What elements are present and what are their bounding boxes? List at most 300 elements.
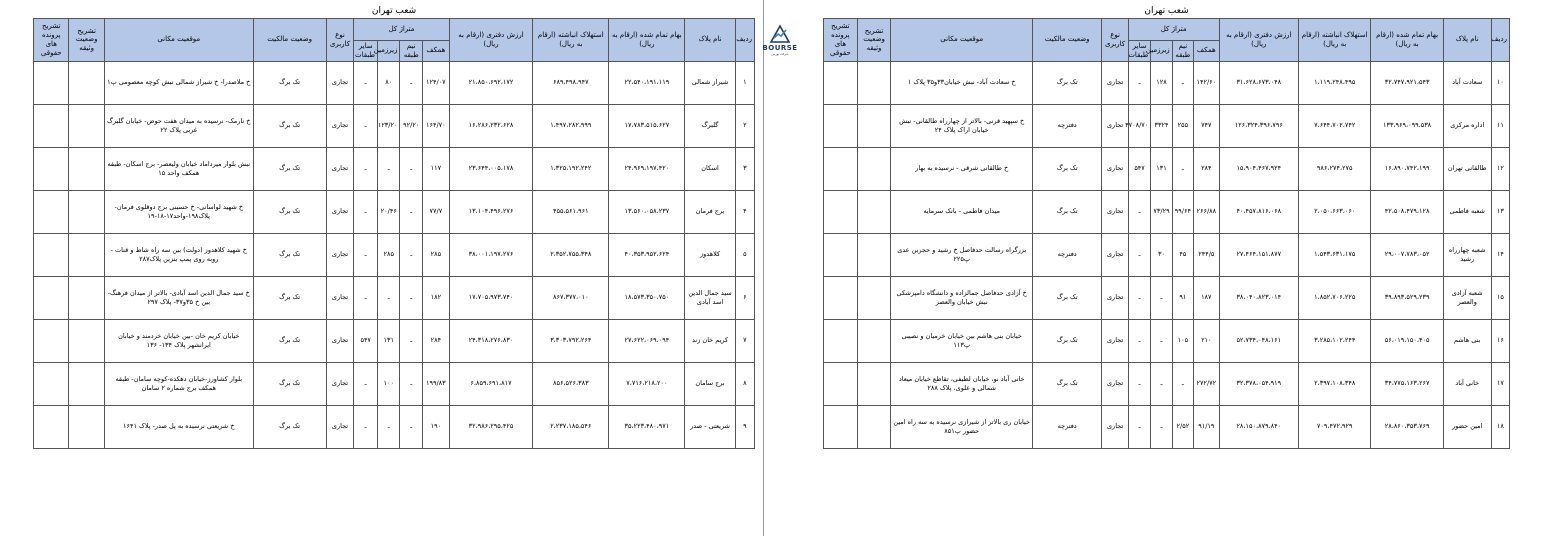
table-row	[34, 147, 755, 190]
cell-plate-name: کلاهدوز	[685, 233, 735, 276]
cell-book-value: ۳۸،۰۰۱،۱۹۷،۲۷۶	[449, 233, 533, 276]
cell-use-type: تجاری	[326, 147, 354, 190]
table-row	[824, 61, 1510, 104]
cell-location: بلوار کشاورز-خیابان دهکده-کوچه سامان- طبقه همکف برج شماره ۲ سامان	[104, 362, 253, 405]
cell-legal	[34, 319, 69, 362]
cell-cost: ۳۲،۷۴۷،۹۲۱،۵۴۳	[1371, 61, 1443, 104]
cell-depreciation: ۲،۳۵۲،۷۵۵،۳۴۸	[533, 233, 609, 276]
cell-ownership: تک برگ	[253, 362, 326, 405]
cell-legal	[34, 276, 69, 319]
col-plate-header: نام پلاک	[685, 19, 735, 62]
cell-legal	[824, 276, 858, 319]
cell-ownership: تک برگ	[253, 276, 326, 319]
cell-use-type: تجاری	[326, 362, 354, 405]
cell-book-value: ۱۲۶،۳۲۴،۳۹۶،۷۹۶	[1219, 104, 1299, 147]
cell-collateral	[857, 362, 891, 405]
cell-other-floors-area: ۴۷۰۸/۷۰	[1128, 104, 1150, 147]
cell-book-value: ۲۷،۴۶۴،۱۵۱،۸۷۷	[1219, 233, 1299, 276]
cell-ownership: تک برگ	[1033, 147, 1102, 190]
cell-depreciation: ۲،۰۵۰،۶۶۳،۰۶۰	[1299, 190, 1371, 233]
cell-row-number: ۱۵	[1491, 276, 1509, 319]
table-row	[34, 276, 755, 319]
cell-location: خیابان ری بالاتر از شیرازی نرسیده به سه راه امین حضور پ۸۵۱	[891, 405, 1033, 448]
cell-collateral	[69, 61, 104, 104]
cell-basement-area: ـ	[1151, 362, 1172, 405]
cell-plate-name: امین حضور	[1443, 405, 1491, 448]
cell-use-type: تجاری	[326, 104, 354, 147]
cell-cost: ۲۲،۵۴۰،۱۹۱،۱۱۹	[609, 61, 685, 104]
cell-location: نبش بلوار میرداماد خیابان ولیعصر- برج اسکان- طبقه همکف واحد ۱۵	[104, 147, 253, 190]
cell-row-number: ۱۰	[1491, 61, 1509, 104]
cell-collateral	[69, 233, 104, 276]
cell-ground-area: ۹۱/۱۹	[1194, 405, 1219, 448]
table-row	[34, 405, 755, 448]
cell-plate-name: سید جمال الدین اسد آبادی	[685, 276, 735, 319]
cell-half-floor-area: ـ	[400, 362, 422, 405]
cell-plate-name: طالقانی تهران	[1443, 147, 1491, 190]
cell-basement-area: ـ	[378, 147, 400, 190]
cell-cost: ۲۹،۰۰۷،۷۸۳،۰۵۲	[1371, 233, 1443, 276]
cell-basement-area: ـ	[378, 276, 400, 319]
cell-plate-name: گلبرگ	[685, 104, 735, 147]
cell-cost: ۱۷،۷۸۳،۵۱۵،۶۲۷	[609, 104, 685, 147]
col-other-floors-header: سایر طبقات	[354, 41, 378, 62]
col-ground-header: همکف	[422, 41, 449, 62]
cell-plate-name: اداره مرکزی	[1443, 104, 1491, 147]
col-book-value-header: ارزش دفتری (ارقام به ریال)	[1219, 19, 1299, 62]
cell-use-type: تجاری	[1102, 104, 1129, 147]
cell-legal	[34, 190, 69, 233]
cell-book-value: ۴۰،۴۵۷،۸۱۶،۰۶۸	[1219, 190, 1299, 233]
cell-depreciation: ۳،۲۸۵،۱۰۲،۲۴۴	[1299, 319, 1371, 362]
cell-depreciation: ۱،۸۵۲،۷۰۶،۲۲۵	[1299, 276, 1371, 319]
cell-ownership: دفترچه	[1033, 405, 1102, 448]
cell-row-number: ۱۷	[1491, 362, 1509, 405]
cell-book-value: ۱۶،۲۸۶،۲۳۲،۶۲۸	[449, 104, 533, 147]
cell-ground-area: ۱۹۰	[422, 405, 449, 448]
cell-ownership: تک برگ	[253, 190, 326, 233]
cell-depreciation: ۷،۶۴۴،۷۰۲،۷۴۲	[1299, 104, 1371, 147]
cell-legal	[824, 319, 858, 362]
cell-half-floor-area: ۴۵	[1172, 233, 1193, 276]
cell-half-floor-area: ۲/۵۲	[1172, 405, 1193, 448]
cell-basement-area: ـ	[378, 405, 400, 448]
cell-basement-area: ۸۰	[378, 61, 400, 104]
cell-collateral	[69, 362, 104, 405]
cell-location: خ آزادی حدفاصل جمالزاده و دانشگاه دامپزشکی نبش خیابان والعصر	[891, 276, 1033, 319]
cell-basement-area: ۲۰/۴۶	[378, 190, 400, 233]
cell-row-number: ۱۲	[1491, 147, 1509, 190]
col-ownership-header: وضعیت مالکیت	[1033, 19, 1102, 62]
cell-plate-name: برج فرمان	[685, 190, 735, 233]
cell-book-value: ۲۸،۱۵۰،۸۷۹،۸۴۰	[1219, 405, 1299, 448]
cell-basement-area: ۱۲۳/۲۰	[378, 104, 400, 147]
col-use-header: نوع کاربری	[1102, 19, 1129, 62]
cell-half-floor-area: ـ	[400, 319, 422, 362]
cell-half-floor-area: ـ	[400, 405, 422, 448]
cell-depreciation: ۴۵۵،۵۶۱،۹۶۱	[533, 190, 609, 233]
cell-collateral	[69, 276, 104, 319]
cell-ownership: تک برگ	[253, 104, 326, 147]
cell-ground-area: ۷۷/۷	[422, 190, 449, 233]
cell-book-value: ۶،۸۵۹،۶۹۱،۸۱۷	[449, 362, 533, 405]
col-location-header: موقعیت مکانی	[891, 19, 1033, 62]
cell-depreciation: ۸۶۷،۳۷۷،۰۱۰	[533, 276, 609, 319]
cell-row-number: ۴	[735, 190, 754, 233]
cell-depreciation: ۱،۵۴۳،۶۳۱،۱۷۵	[1299, 233, 1371, 276]
table-row	[34, 61, 755, 104]
cell-row-number: ۱۱	[1491, 104, 1509, 147]
cell-half-floor-area: ـ	[400, 276, 422, 319]
cell-collateral	[857, 405, 891, 448]
cell-plate-name: اسکان	[685, 147, 735, 190]
cell-location: خ سعادت آباد- نبش خیابان۳۳و۳۵ پلاک ۱	[891, 61, 1033, 104]
cell-legal	[34, 61, 69, 104]
col-half-floor-header: نیم طبقه	[400, 41, 422, 62]
col-other-floors-header: سایر طبقات	[1128, 41, 1150, 62]
cell-depreciation: ۳،۳۰۳،۷۹۲،۲۶۴	[533, 319, 609, 362]
cell-half-floor-area: ـ	[400, 233, 422, 276]
cell-book-value: ۱۷،۷۰۵،۹۷۳،۷۴۰	[449, 276, 533, 319]
col-legal-header: تشریح پرونده های حقوقی	[34, 19, 69, 62]
cell-cost: ۴۰،۳۵۳،۹۵۲،۶۲۴	[609, 233, 685, 276]
cell-legal	[34, 147, 69, 190]
cell-row-number: ۵	[735, 233, 754, 276]
col-row-header: ردیف	[1491, 19, 1509, 62]
cell-cost: ۲۸،۸۶۰،۳۵۳،۷۶۹	[1371, 405, 1443, 448]
cell-ground-area: ۱۶۴/۷۰	[422, 104, 449, 147]
col-use-header: نوع کاربری	[326, 19, 354, 62]
cell-location: خ سید جمال الدین اسد آبادی- بالاتر از میدان فرهنگ- بین خ ۳۵و۳۷- پلاک ۲۹۷	[104, 276, 253, 319]
cell-row-number: ۲	[735, 104, 754, 147]
cell-plate-name: کریم خان زند	[685, 319, 735, 362]
cell-book-value: ۱۵،۹۰۴،۴۶۷،۹۲۴	[1219, 147, 1299, 190]
cell-book-value: ۱۳،۱۰۴،۴۹۶،۲۷۶	[449, 190, 533, 233]
table-row	[34, 104, 755, 147]
cell-location: خ شهید کلاهدوز (دولت) بین سه راه شاط و قنات - روبه روی پمپ بنزین پلاک۲۸۷	[104, 233, 253, 276]
page-title: شعب تهران	[1144, 6, 1189, 16]
cell-cost: ۱۸،۵۷۳،۳۵۰،۷۵۰	[609, 276, 685, 319]
cell-row-number: ۸	[735, 362, 754, 405]
cell-row-number: ۱۳	[1491, 190, 1509, 233]
cell-cost: ۱۳۳،۹۶۹،۰۹۹،۵۳۸	[1371, 104, 1443, 147]
cell-book-value: ۳۲،۳۷۸،۰۵۴،۹۱۹	[1219, 362, 1299, 405]
cell-cost: ۱۶،۸۹۰،۷۴۲،۱۹۹	[1371, 147, 1443, 190]
cell-ground-area: ۱۸۲	[422, 276, 449, 319]
cell-other-floors-area: ـ	[354, 233, 378, 276]
cell-ownership: دفترچه	[1033, 233, 1102, 276]
cell-ownership: تک برگ	[1033, 190, 1102, 233]
cell-location: بزرگراه رسالت حدفاصل خ رشید و حجربن عدی پ۲۲۵	[891, 233, 1033, 276]
cell-legal	[824, 104, 858, 147]
cell-depreciation: ۱،۳۲۵،۱۹۲،۲۴۲	[533, 147, 609, 190]
cell-ground-area: ۷۴۷	[1194, 104, 1219, 147]
cell-row-number: ۱۶	[1491, 319, 1509, 362]
cell-use-type: تجاری	[326, 190, 354, 233]
cell-ground-area: ۲۸۵	[422, 233, 449, 276]
cell-use-type: تجاری	[326, 276, 354, 319]
cell-legal	[34, 233, 69, 276]
cell-basement-area: ۲۸۵	[378, 233, 400, 276]
cell-ground-area: ۲۱۰	[1194, 319, 1219, 362]
cell-ground-area: ۲۴۴/۵	[1194, 233, 1219, 276]
cell-other-floors-area: ـ	[354, 276, 378, 319]
col-row-header: ردیف	[735, 19, 754, 62]
cell-collateral	[857, 276, 891, 319]
cell-use-type: تجاری	[326, 319, 354, 362]
cell-other-floors-area: ـ	[354, 405, 378, 448]
cell-book-value: ۲۱،۸۵۰،۶۹۲،۱۷۲	[449, 61, 533, 104]
cell-half-floor-area: ـ	[400, 147, 422, 190]
cell-collateral	[69, 405, 104, 448]
col-location-header: موقعیت مکانی	[104, 19, 253, 62]
cell-legal	[824, 405, 858, 448]
table-row	[824, 319, 1510, 362]
table-row	[34, 233, 755, 276]
cell-plate-name: شیراز شمالی	[685, 61, 735, 104]
cell-ground-area: ۲۶۶/۸۸	[1194, 190, 1219, 233]
table-row	[34, 362, 755, 405]
cell-use-type: تجاری	[1102, 405, 1129, 448]
col-depreciation-header: استهلاک انباشته (ارقام به ریال)	[533, 19, 609, 62]
cell-half-floor-area: ـ	[400, 190, 422, 233]
cell-other-floors-area: ـ	[1128, 405, 1150, 448]
cell-depreciation: ۱،۴۹۷،۲۸۲،۹۹۹	[533, 104, 609, 147]
cell-ground-area: ۱۱۷	[422, 147, 449, 190]
cell-other-floors-area: ـ	[1128, 233, 1150, 276]
left-table-panel	[33, 4, 755, 449]
cell-plate-name: شعبه آزادی والعصر	[1443, 276, 1491, 319]
cell-legal	[824, 61, 858, 104]
cell-basement-area: ـ	[1151, 405, 1172, 448]
cell-other-floors-area: ـ	[354, 61, 378, 104]
cell-legal	[824, 362, 858, 405]
table-row	[34, 319, 755, 362]
cell-other-floors-area: ـ	[1128, 276, 1150, 319]
cell-location: خیابان کریم خان -بین خیابان خردمند و خیابان ایرانشهر پلاک ۱۳۴- ۱۳۶	[104, 319, 253, 362]
cell-other-floors-area: ـ	[354, 362, 378, 405]
cell-legal	[824, 233, 858, 276]
cell-half-floor-area: ـ	[1172, 147, 1193, 190]
cell-collateral	[857, 104, 891, 147]
cell-depreciation: ۸۵۶،۵۲۶،۳۸۳	[533, 362, 609, 405]
cell-use-type: تجاری	[326, 405, 354, 448]
cell-half-floor-area: ـ	[1172, 61, 1193, 104]
cell-basement-area: ۱۳۱	[1151, 147, 1172, 190]
cell-cost: ۳۹،۸۹۳،۵۲۹،۲۳۹	[1371, 276, 1443, 319]
cell-use-type: تجاری	[326, 233, 354, 276]
cell-book-value: ۳۱،۶۲۸،۶۷۳،۰۴۸	[1219, 61, 1299, 104]
cell-collateral	[857, 233, 891, 276]
cell-ownership: تک برگ	[1033, 61, 1102, 104]
cell-use-type: تجاری	[1102, 362, 1129, 405]
cell-basement-area: ـ	[1151, 319, 1172, 362]
cell-basement-area: ۱۲۸	[1151, 61, 1172, 104]
cell-ownership: تک برگ	[253, 61, 326, 104]
col-book-value-header: ارزش دفتری (ارقام به ریال)	[449, 19, 533, 62]
cell-cost: ۳۴،۷۷۵،۱۶۳،۲۶۷	[1371, 362, 1443, 405]
cell-ground-area: ۲۷۲/۷۲	[1194, 362, 1219, 405]
cell-half-floor-area: ـ	[400, 61, 422, 104]
cell-cost: ۵۶،۰۱۹،۱۵۰،۴۰۵	[1371, 319, 1443, 362]
cell-basement-area: ۳۰	[1151, 233, 1172, 276]
cell-cost: ۷،۷۱۶،۲۱۸،۲۰۰	[609, 362, 685, 405]
page-divider	[763, 0, 764, 536]
cell-depreciation: ۱،۱۱۹،۲۴۸،۴۹۵	[1299, 61, 1371, 104]
cell-row-number: ۷	[735, 319, 754, 362]
col-ownership-header: وضعیت مالکیت	[253, 19, 326, 62]
cell-use-type: تجاری	[326, 61, 354, 104]
cell-ground-area: ۲۸۴	[422, 319, 449, 362]
cell-depreciation: ۷۰۹،۴۷۲،۹۲۹	[1299, 405, 1371, 448]
cell-other-floors-area: ـ	[354, 147, 378, 190]
col-depreciation-header: استهلاک انباشته (ارقام به ریال)	[1299, 19, 1371, 62]
cell-other-floors-area: ۵۴۷	[354, 319, 378, 362]
branch-table	[33, 18, 755, 449]
cell-legal	[34, 104, 69, 147]
cell-location: خانی آباد نو، خیابان لطیفی، تقاطع خیابان میعاد شمالی و علوی، پلاک ۲۸۸	[891, 362, 1033, 405]
cell-location: خ شریعتی نرسیده به پل صدر- پلاک ۱۶۴۱	[104, 405, 253, 448]
col-collateral-header: تشریح وضعیت وثیقه	[69, 19, 104, 62]
col-half-floor-header: نیم طبقه	[1172, 41, 1193, 62]
logo-wordmark: BOURSE	[762, 44, 798, 52]
cell-ground-area: ۱۹۹/۸۳	[422, 362, 449, 405]
table-row	[824, 405, 1510, 448]
cell-ownership: تک برگ	[1033, 276, 1102, 319]
cell-book-value: ۳۲،۹۸۶،۲۹۵،۴۲۵	[449, 405, 533, 448]
cell-other-floors-area: ـ	[354, 190, 378, 233]
cell-collateral	[69, 147, 104, 190]
cell-use-type: تجاری	[1102, 147, 1129, 190]
table-row	[824, 104, 1510, 147]
cell-location: خ شهید لواسانی- خ حسینی برج دوقلوی فرمان- پلاک۱۹۸-واحد۱۷-۱۸-۱۹	[104, 190, 253, 233]
cell-collateral	[69, 319, 104, 362]
col-cost-header: بهام تمام شده (ارقام به ریال)	[1371, 19, 1443, 62]
cell-legal	[824, 147, 858, 190]
col-collateral-header: تشریح وضعیت وثیقه	[857, 19, 891, 62]
cell-cost: ۲۷،۶۲۲،۰۶۹،۰۹۴	[609, 319, 685, 362]
table-row	[824, 147, 1510, 190]
cell-depreciation: ۹۸۶،۲۷۴،۲۷۵	[1299, 147, 1371, 190]
cell-use-type: تجاری	[1102, 233, 1129, 276]
col-legal-header: تشریح پرونده های حقوقی	[824, 19, 858, 62]
col-area-header: متراژ کل	[354, 19, 449, 41]
cell-collateral	[69, 104, 104, 147]
cell-cost: ۱۳،۵۶۰،۰۵۸،۲۳۷	[609, 190, 685, 233]
cell-plate-name: خانی آباد	[1443, 362, 1491, 405]
cell-location: خ سپهبد قرنی- بالاتر از چهارراه طالقانی- نبش خیابان اراک پلاک ۲۴	[891, 104, 1033, 147]
cell-ownership: تک برگ	[253, 147, 326, 190]
cell-location: خ ملاصدرا- خ شیراز شمالی نبش کوچه معصومی پ۱	[104, 61, 253, 104]
cell-basement-area: ۱۰۰	[378, 362, 400, 405]
cell-row-number: ۶	[735, 276, 754, 319]
col-basement-header: زیرزمین	[1151, 41, 1172, 62]
branch-table	[823, 18, 1510, 449]
cell-basement-area: ۷۳/۲۹	[1151, 190, 1172, 233]
cell-collateral	[857, 190, 891, 233]
cell-ground-area: ۱۲۴/۰۷	[422, 61, 449, 104]
table-row	[824, 190, 1510, 233]
cell-row-number: ۳	[735, 147, 754, 190]
cell-ownership: تک برگ	[1033, 319, 1102, 362]
cell-depreciation: ۲،۲۳۷،۱۸۵،۵۴۶	[533, 405, 609, 448]
cell-plate-name: برج سامان	[685, 362, 735, 405]
cell-other-floors-area: ـ	[1128, 319, 1150, 362]
cell-plate-name: شعبه فاطمی	[1443, 190, 1491, 233]
cell-cost: ۲۴،۹۶۹،۱۹۷،۴۲۰	[609, 147, 685, 190]
table-body	[34, 61, 755, 448]
cell-ownership: دفترچه	[1033, 104, 1102, 147]
cell-location: میدان فاطمی - بانک سرمایه	[891, 190, 1033, 233]
cell-other-floors-area: ـ	[1128, 61, 1150, 104]
cell-plate-name: شریعتی - صدر	[685, 405, 735, 448]
cell-plate-name: بنی هاشم	[1443, 319, 1491, 362]
bourse-logo	[762, 24, 798, 66]
cell-ground-area: ۱۸۷	[1194, 276, 1219, 319]
cell-half-floor-area: ۱۰۵	[1172, 319, 1193, 362]
cell-half-floor-area: ـ	[1172, 362, 1193, 405]
page-title: شعب تهران	[371, 6, 417, 16]
cell-ground-area: ۱۴۲/۶۰	[1194, 61, 1219, 104]
cell-use-type: تجاری	[1102, 319, 1129, 362]
cell-book-value: ۲۴،۳۱۸،۲۷۶،۸۳۰	[449, 319, 533, 362]
col-basement-header: زیرزمین	[378, 41, 400, 62]
right-table-panel	[823, 4, 1510, 449]
cell-other-floors-area: ۵۴۷	[1128, 147, 1150, 190]
table-row	[824, 276, 1510, 319]
cell-collateral	[857, 147, 891, 190]
cell-ownership: تک برگ	[1033, 362, 1102, 405]
table-row	[824, 233, 1510, 276]
cell-basement-area: ـ	[1151, 276, 1172, 319]
cell-collateral	[69, 190, 104, 233]
cell-other-floors-area: ـ	[1128, 362, 1150, 405]
table-body	[824, 61, 1510, 448]
col-area-header: متراژ کل	[1128, 19, 1219, 41]
table-row	[34, 190, 755, 233]
cell-location: خیابان بنی هاشم بین خیابان خرمیان و نصیبی پ۱۱۳	[891, 319, 1033, 362]
cell-row-number: ۱۴	[1491, 233, 1509, 276]
cell-use-type: تجاری	[1102, 190, 1129, 233]
cell-other-floors-area: ـ	[354, 104, 378, 147]
cell-basement-area: ۱۳۱	[378, 319, 400, 362]
cell-other-floors-area: ـ	[1128, 190, 1150, 233]
cell-half-floor-area: ۹۱	[1172, 276, 1193, 319]
cell-ground-area: ۲۸۴	[1194, 147, 1219, 190]
cell-book-value: ۲۳،۶۴۴،۰۰۵،۱۷۸	[449, 147, 533, 190]
cell-ownership: تک برگ	[253, 405, 326, 448]
cell-half-floor-area: ۹۲/۲۰	[400, 104, 422, 147]
logo-mark-icon	[769, 24, 791, 44]
cell-row-number: ۱۸	[1491, 405, 1509, 448]
cell-legal	[34, 362, 69, 405]
cell-half-floor-area: ۲۵۵	[1172, 104, 1193, 147]
cell-location: خ نارمک- نرسیده به میدان هفت حوض- خیابان گلبرگ غربی پلاک ۲۲	[104, 104, 253, 147]
cell-depreciation: ۲،۳۹۷،۱۰۸،۳۴۸	[1299, 362, 1371, 405]
cell-book-value: ۵۲،۷۳۴،۰۴۸،۱۶۱	[1219, 319, 1299, 362]
cell-book-value: ۳۸،۰۴۰،۸۲۳،۰۱۴	[1219, 276, 1299, 319]
cell-depreciation: ۶۸۹،۴۹۸،۹۴۷	[533, 61, 609, 104]
col-cost-header: بهام تمام شده (ارقام به ریال)	[609, 19, 685, 62]
cell-cost: ۳۵،۲۲۳،۴۸۰،۹۷۱	[609, 405, 685, 448]
col-ground-header: همکف	[1194, 41, 1219, 62]
cell-legal	[824, 190, 858, 233]
table-row	[824, 362, 1510, 405]
cell-use-type: تجاری	[1102, 276, 1129, 319]
cell-basement-area: ۳۳۲۴	[1151, 104, 1172, 147]
cell-plate-name: شعبه چهارراه رشید	[1443, 233, 1491, 276]
cell-ownership: تک برگ	[253, 233, 326, 276]
